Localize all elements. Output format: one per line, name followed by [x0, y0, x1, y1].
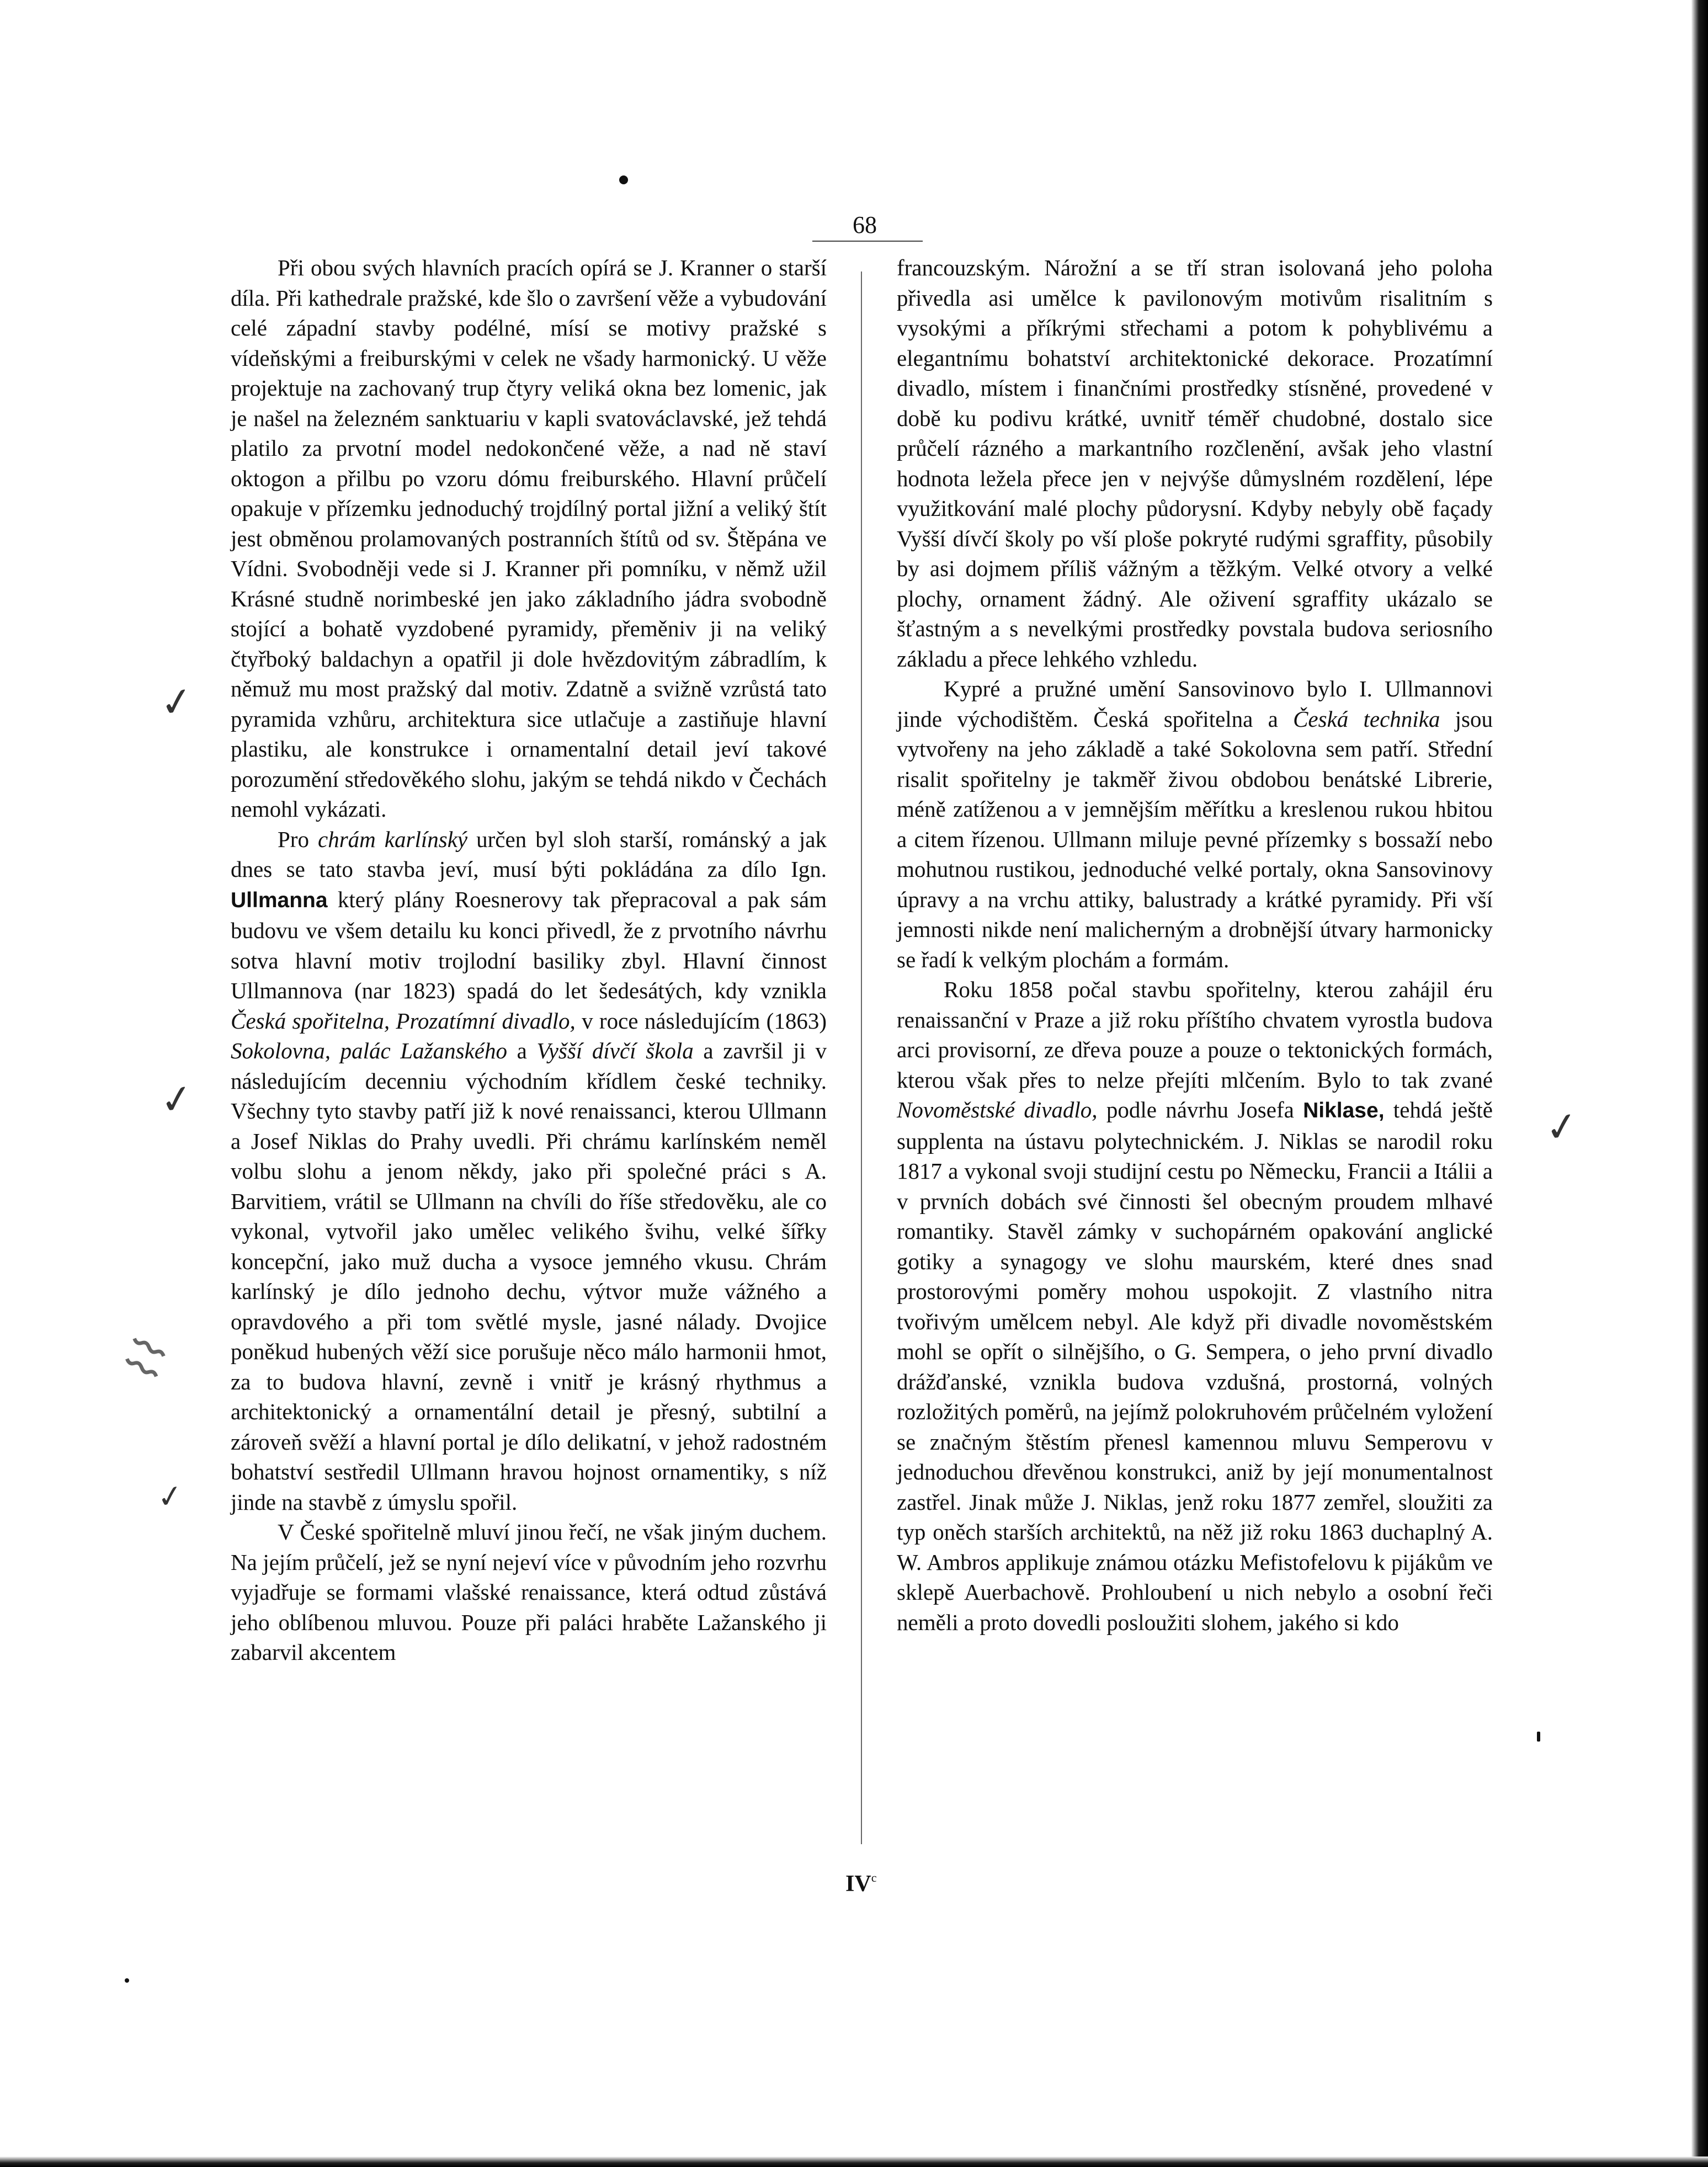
- italic-title: Vyšší dívčí škola: [536, 1038, 694, 1063]
- paragraph: [897, 674, 1493, 975]
- left-column: [231, 253, 827, 1668]
- ink-speck: [125, 1978, 129, 1983]
- right-column: [897, 253, 1493, 1637]
- text-run: Při obou svých hlavních pracích opírá se J. Kranner o starší díla. Při kathedrale pražské, kde šlo o završení věže a vybudování celé západní stavby podélné, mísí se motivy pražské s vídeňskými a freiburskými v celek ne všady harmonický. U věže projektuje na zachovaný trup čtyry veliká okna bez lomenic, jak je našel na železném sanktuariu v kapli svatováclavské, jež tehdá platilo za prvotní model nedokončené věže, a nad ně staví oktogon a přilbu po vzoru dómu freiburského. Hlavní průčelí opakuje v přízemku jednoduchý trojdílný portal jižní a veliký štít jest obměnou prolamovaných postranních štítů od sv. Štěpána ve Vídni. Svobodněji vede si J. Kranner při pomníku, v němž užil Krásné studně norimbeské jen jako základního jádra svobodně stojící a bohatě vyzdobené pyramidy, přeměniv ji na veliký čtyřboký baldachyn a opatřil ji dole hvězdovitým zábradlím, k němuž mu most pražský dal motiv. Zdatně a svižně vzrůstá tato pyramida vzhůru, architektura sice utlačuje a zastiňuje hlavní plastiku, ale konstrukce i ornamentalní detail jeví takové porozumění středověkého slohu, jakým se tehdá nikdo v Čechách nemohl vykázati.: [231, 255, 827, 822]
- page-number: 68: [853, 211, 877, 238]
- text-run: tehdá ještě supplenta na ústavu polytechnickém. J. Niklas se narodil roku 1817 a vykonal svoji studijní cestu po Německu, Francii a Itálii a v prvních dobách své činnosti šel obecným proudem mlhavé romantiky. Stavěl zámky v suchopárném opakování anglické gotiky a synagogy ve slohu maurském, které dnes snad prostorovými poměry mohou uspokojit. Z vlastního nitra tvořivým umělcem nebyl. Ale když při divadle novoměstském mohl se opřít o silnějšího, o G. Sempera, o jeho první divadlo drážďanské, vznikla budova vzdušná, prostorná, volných rozložitých poměrů, na jejímž polokruhovém průčelném vyložení se značným štěstím přenesl kamennou mluvu Semperovu v jednoduchou dřevěnou konstrukci, aniž by její monumentalnost zastřel. Jinak může J. Niklas, jenž roku 1877 zemřel, sloužiti za typ oněch starších architektů, na něž již roku 1863 duchaplný A. W. Ambros applikuje známou otázku Mefistofelovu k pijákům ve sklepě Auerbachově. Prohloubení u nich nebylo a osobní řeči neměli a proto dovedli posloužiti slohem, jakého si kdo: [897, 1097, 1493, 1635]
- text-run: Roku 1858 počal stavbu spořitelny, kterou zahájil éru renaissanční v Praze a již roku příštího chvatem vyrostla budova arci provisorní, ze dřeva pouze a pouze o tektonických formách, kterou však přes to nelze přejíti mlčením. Bylo to tak zvané: [897, 977, 1493, 1093]
- margin-pencil-scribble: ⌇⌇: [114, 1332, 178, 1391]
- scan-edge-bottom: [0, 2157, 1708, 2167]
- text-run: který plány Roesnerovy tak přepracoval a pak sám budovu ve všem detailu ku konci přivedl, že z prvotního návrhu sotva hlavní motiv trojlodní basiliky zbyl. Hlavní činnost Ullmannova (nar 1823) spadá do let šedesátých, kdy vznikla: [231, 886, 827, 1003]
- column-divider: [861, 271, 862, 1844]
- margin-check-mark: ✓: [157, 677, 196, 727]
- text-run: jsou vytvořeny na jeho základě a také Sokolovna sem patří. Střední risalit spořitelny je takměř živou obdobou benátské Librerie, méně zatíženou a v jemnějším měřítku a kreslenou rukou hbitou a citem řízenou. Ullmann miluje pevné přízemky s bossaží nebo mohutnou rustikou, jednoduché velké portaly, okna Sansovinovy úpravy a na vrchu attiky, balustrady a krátké pyramidy. Při vší jemnosti nikde není malicherným a drobnější útvary harmonicky se řadí k velkým plochám a formám.: [897, 706, 1493, 972]
- margin-check-mark: ✓: [1542, 1101, 1582, 1152]
- page-number-underline: [812, 241, 923, 242]
- text-run: Pro: [278, 826, 318, 852]
- text-run: V České spořitelně mluví jinou řečí, ne však jiným duchem. Na jejím průčelí, jež se nyní nejeví více v původním jeho rozvrhu vyjadřuje se formami vlašské renaissance, která odtud zůstává jeho oblíbenou mluvou. Pouze při paláci hraběte Lažanského ji zabarvil akcentem: [231, 1519, 827, 1665]
- text-run: určen byl sloh starší, románský a jak dnes se tato stavba jeví, musí býti pokládána za dílo Ign.: [231, 826, 827, 882]
- text-run: Kypré a pružné umění Sansovinovo bylo I. Ullmannovi jinde východištěm. Česká spořitelna a: [897, 676, 1493, 732]
- margin-check-mark: ✓: [157, 1074, 196, 1125]
- italic-title: Novoměstské divadlo,: [897, 1097, 1098, 1122]
- text-run: podle návrhu Josefa: [1097, 1097, 1303, 1122]
- signature-mark-main: IV: [845, 1871, 871, 1897]
- signature-mark-sub: c: [871, 1871, 877, 1884]
- signature-mark: [845, 1871, 876, 1897]
- ink-speck: [619, 175, 628, 184]
- scan-edge-right: [1691, 0, 1708, 2167]
- italic-title: Česká technika: [1293, 706, 1440, 732]
- paragraph: [897, 975, 1493, 1637]
- ink-speck: [1537, 1732, 1540, 1742]
- paragraph: [231, 1517, 827, 1668]
- emphasized-name: Ullmanna: [231, 888, 328, 912]
- text-run: a: [507, 1038, 537, 1063]
- italic-title: chrám karlínský: [318, 826, 468, 852]
- text-run: francouzským. Nárožní a se tří stran isolovaná jeho poloha přivedla asi umělce k pavilonovým motivům risalitním s vysokými a příkrými střechami a potom k pohyblivému a elegantnímu bohatství architektonické dekorace. Prozatímní divadlo, místem i finančními prostředky stísněné, provedené v době ku podivu krátké, uvnitř téměř chudobné, dostalo sice průčelí rázného a markantního rozčlenění, avšak jeho vlastní hodnota ležela přece jen v nejvýše důmyslném rozdělení, lépe využitkování malé plochy půdorysní. Kdyby nebyly obě façady Vyšší dívčí školy po vší ploše pokryté rudými sgraffity, působily by asi dojmem příliš vážným a těžkým. Velké otvory a velké plochy, ornament žádný. Ale oživení sgraffity ukázalo se šťastným a s nevelkými prostředky povstala budova seriosního základu a přece lehkého vzhledu.: [897, 255, 1493, 672]
- paragraph: [897, 253, 1493, 674]
- emphasized-name: Niklase,: [1303, 1099, 1385, 1122]
- italic-title: Sokolovna, palác Lažanského: [231, 1038, 507, 1063]
- paragraph: [231, 824, 827, 1518]
- text-run: a završil ji v následujícím decenniu východním křídlem české techniky. Všechny tyto stavby patří již k nové renaissanci, kterou Ullmann a Josef Niklas do Prahy uvedli. Při chrámu karlínském neměl volbu slohu a jenom někdy, jako při společné práci s A. Barvitiem, vrátil se Ullmann na chvíli do říše středověku, ale co vykonal, vytvořil jako umělec velikého švihu, velké šířky koncepční, jako muž ducha a vysoce jemného vkusu. Chrám karlínský je dílo jednoho dechu, výtvor muže vážného a opravdového a při tom světlé mysle, jasné nálady. Dvojice poněkud hubených věží sice porušuje něco málo harmonii hmot, za to budova hlavní, zevně i vnitř je krásný rhythmus a architektonický a ornamentální detail je přesný, subtilní a zároveň svěží a hlavní portal je dílo delikatní, v jehož radostném bohatství sestředil Ullmann hravou hojnost ornamentiky, s níž jinde na stavbě z úmyslu spořil.: [231, 1038, 827, 1515]
- margin-check-mark: ✓: [155, 1477, 186, 1516]
- italic-title: Česká spořitelna, Prozatímní divadlo,: [231, 1008, 576, 1034]
- paragraph: [231, 253, 827, 824]
- text-run: v roce následujícím (1863): [575, 1008, 827, 1034]
